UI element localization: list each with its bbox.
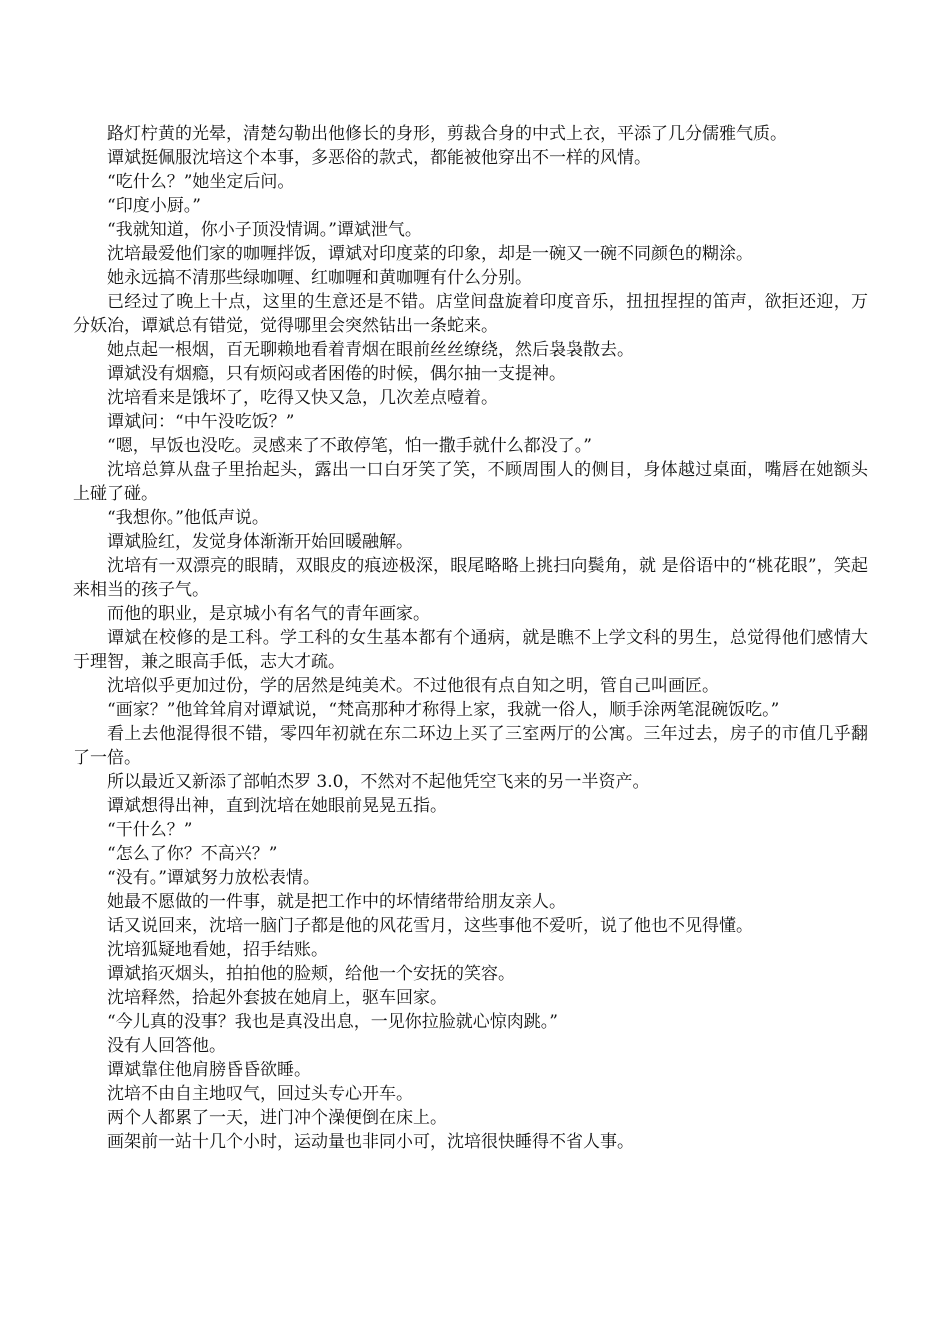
- paragraph: 谭斌想得出神，直到沈培在她眼前晃晃五指。: [107, 796, 447, 816]
- paragraph: 谭斌靠住他肩膀昏昏欲睡。: [107, 1060, 311, 1080]
- paragraph: 沈培不由自主地叹气，回过头专心开车。: [107, 1084, 413, 1104]
- document-body: [73, 122, 868, 1154]
- paragraph: 沈培最爱他们家的咖喱拌饭，谭斌对印度菜的印象，却是一碗又一碗不同颜色的糊涂。: [107, 244, 753, 264]
- paragraph: “画家？”他耸耸肩对谭斌说，“梵高那种才称得上家，我就一俗人，顺手涂两笔混碗饭吃。”: [107, 700, 780, 720]
- paragraph: 看上去他混得很不错，零四年初就在东二环边上买了三室两厅的公寓。三年过去，房子的市值几乎翻了一倍。: [73, 724, 868, 768]
- paragraph: 谭斌脸红，发觉身体渐渐开始回暖融解。: [107, 532, 413, 552]
- paragraph: “我想你。”他低声说。: [107, 508, 269, 528]
- paragraph: 沈培释然，拾起外套披在她肩上，驱车回家。: [107, 988, 447, 1008]
- paragraph: “我就知道，你小子顶没情调。”谭斌泄气。: [107, 220, 422, 240]
- paragraph: 已经过了晚上十点，这里的生意还是不错。店堂间盘旋着印度音乐，扭扭捏捏的笛声，欲拒还迎，万分妖冶，谭斌总有错觉，觉得哪里会突然钻出一条蛇来。: [73, 292, 868, 336]
- paragraph: 谭斌掐灭烟头，拍拍他的脸颊，给他一个安抚的笑容。: [107, 964, 515, 984]
- paragraph: 她点起一根烟，百无聊赖地看着青烟在眼前丝丝缭绕，然后袅袅散去。: [107, 340, 634, 360]
- paragraph: “印度小厨。”: [107, 196, 201, 216]
- paragraph: “吃什么？”她坐定后问。: [107, 172, 295, 192]
- paragraph: 沈培看来是饿坏了，吃得又快又急，几次差点噎着。: [107, 388, 498, 408]
- paragraph: 她永远搞不清那些绿咖喱、红咖喱和黄咖喱有什么分别。: [107, 268, 532, 288]
- paragraph: 谭斌在校修的是工科。学工科的女生基本都有个通病，就是瞧不上学文科的男生，总觉得他们感情大于理智，兼之眼高手低，志大才疏。: [73, 628, 868, 672]
- paragraph: “干什么？”: [107, 820, 193, 840]
- paragraph: “没有。”谭斌努力放松表情。: [107, 868, 320, 888]
- paragraph: 话又说回来，沈培一脑门子都是他的风花雪月，这些事他不爱听，说了他也不见得懂。: [107, 916, 753, 936]
- paragraph: 沈培狐疑地看她，招手结账。: [107, 940, 328, 960]
- paragraph: 而他的职业，是京城小有名气的青年画家。: [107, 604, 430, 624]
- paragraph: 沈培似乎更加过份，学的居然是纯美术。不过他很有点自知之明，管自己叫画匠。: [107, 676, 719, 696]
- paragraph: 两个人都累了一天，进门冲个澡便倒在床上。: [107, 1108, 447, 1128]
- paragraph: 谭斌挺佩服沈培这个本事，多恶俗的款式，都能被他穿出不一样的风情。: [107, 148, 651, 168]
- paragraph: 沈培总算从盘子里抬起头，露出一口白牙笑了笑，不顾周围人的侧目，身体越过桌面，嘴唇在她额头上碰了碰。: [73, 460, 868, 504]
- paragraph: 路灯柠黄的光晕，清楚勾勒出他修长的身形，剪裁合身的中式上衣，平添了几分儒雅气质。: [107, 124, 787, 144]
- paragraph: 谭斌问：“中午没吃饭？”: [107, 412, 295, 432]
- paragraph: 沈培有一双漂亮的眼睛，双眼皮的痕迹极深，眼尾略略上挑扫向鬓角，就 是俗语中的“桃花眼”，笑起来相当的孩子气。: [73, 556, 868, 600]
- paragraph: 谭斌没有烟瘾，只有烦闷或者困倦的时候，偶尔抽一支提神。: [107, 364, 566, 384]
- paragraph: “今儿真的没事？我也是真没出息，一见你拉脸就心惊肉跳。”: [107, 1012, 558, 1032]
- paragraph: “嗯，早饭也没吃。灵感来了不敢停笔，怕一撒手就什么都没了。”: [107, 436, 592, 456]
- paragraph: 画架前一站十几个小时，运动量也非同小可，沈培很快睡得不省人事。: [107, 1132, 634, 1152]
- paragraph: 没有人回答他。: [107, 1036, 226, 1056]
- paragraph: “怎么了你？不高兴？”: [107, 844, 278, 864]
- paragraph: 所以最近又新添了部帕杰罗 3.0，不然对不起他凭空飞来的另一半资产。: [107, 772, 650, 792]
- paragraph: 她最不愿做的一件事，就是把工作中的坏情绪带给朋友亲人。: [107, 892, 566, 912]
